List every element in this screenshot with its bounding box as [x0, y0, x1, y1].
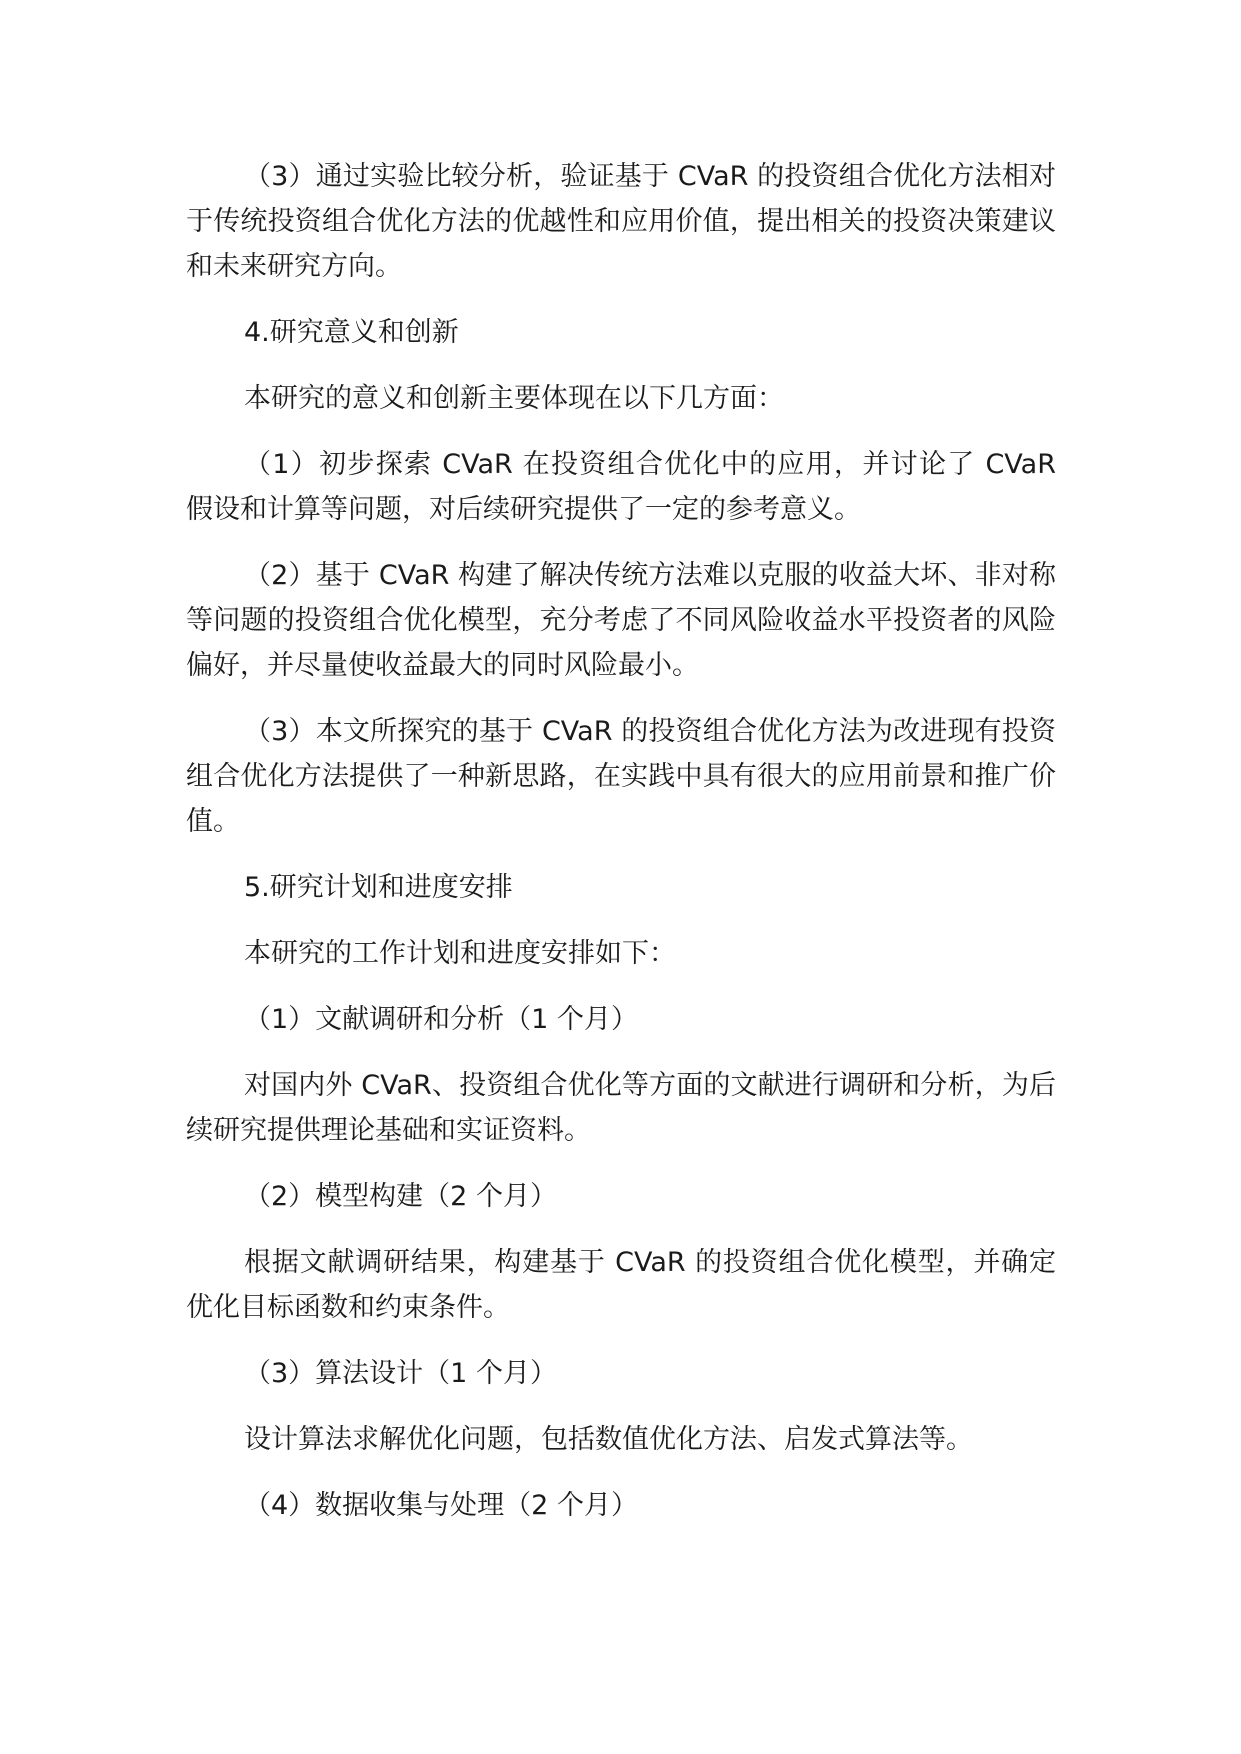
paragraph-significance-intro: 本研究的意义和创新主要体现在以下几方面： [244, 383, 784, 414]
document-body [186, 154, 1056, 1549]
section-heading-plan: 5.研究计划和进度安排 [244, 872, 513, 903]
paragraph-significance-2: （2）基于 CVaR 构建了解决传统方法难以克服的收益大坏、非对称等问题的投资组合优化模型，充分考虑了不同风险收益水平投资者的风险偏好，并尽量使收益最大的同时风险最小。 [186, 560, 1056, 681]
paragraph-plan-intro: 本研究的工作计划和进度安排如下： [244, 938, 676, 969]
paragraph-objective-3: （3）通过实验比较分析，验证基于 CVaR 的投资组合优化方法相对于传统投资组合优化方法的优越性和应用价值，提出相关的投资决策建议和未来研究方向。 [186, 161, 1056, 282]
paragraph-significance-3: （3）本文所探究的基于 CVaR 的投资组合优化方法为改进现有投资组合优化方法提供了一种新思路，在实践中具有很大的应用前景和推广价值。 [186, 716, 1056, 837]
plan-step-1-title: （1）文献调研和分析（1 个月） [244, 1004, 638, 1035]
plan-step-4-title: （4）数据收集与处理（2 个月） [244, 1490, 638, 1521]
plan-step-3-title: （3）算法设计（1 个月） [244, 1358, 557, 1389]
section-heading-significance: 4.研究意义和创新 [244, 317, 459, 348]
plan-step-2-title: （2）模型构建（2 个月） [244, 1181, 557, 1212]
plan-step-3-body: 设计算法求解优化问题，包括数值优化方法、启发式算法等。 [244, 1424, 973, 1455]
plan-step-2-body: 根据文献调研结果，构建基于 CVaR 的投资组合优化模型，并确定优化目标函数和约束条件。 [186, 1247, 1056, 1323]
paragraph-significance-1: （1）初步探索 CVaR 在投资组合优化中的应用，并讨论了 CVaR 假设和计算等问题，对后续研究提供了一定的参考意义。 [186, 449, 1056, 525]
plan-step-1-body: 对国内外 CVaR、投资组合优化等方面的文献进行调研和分析，为后续研究提供理论基础和实证资料。 [186, 1070, 1056, 1146]
